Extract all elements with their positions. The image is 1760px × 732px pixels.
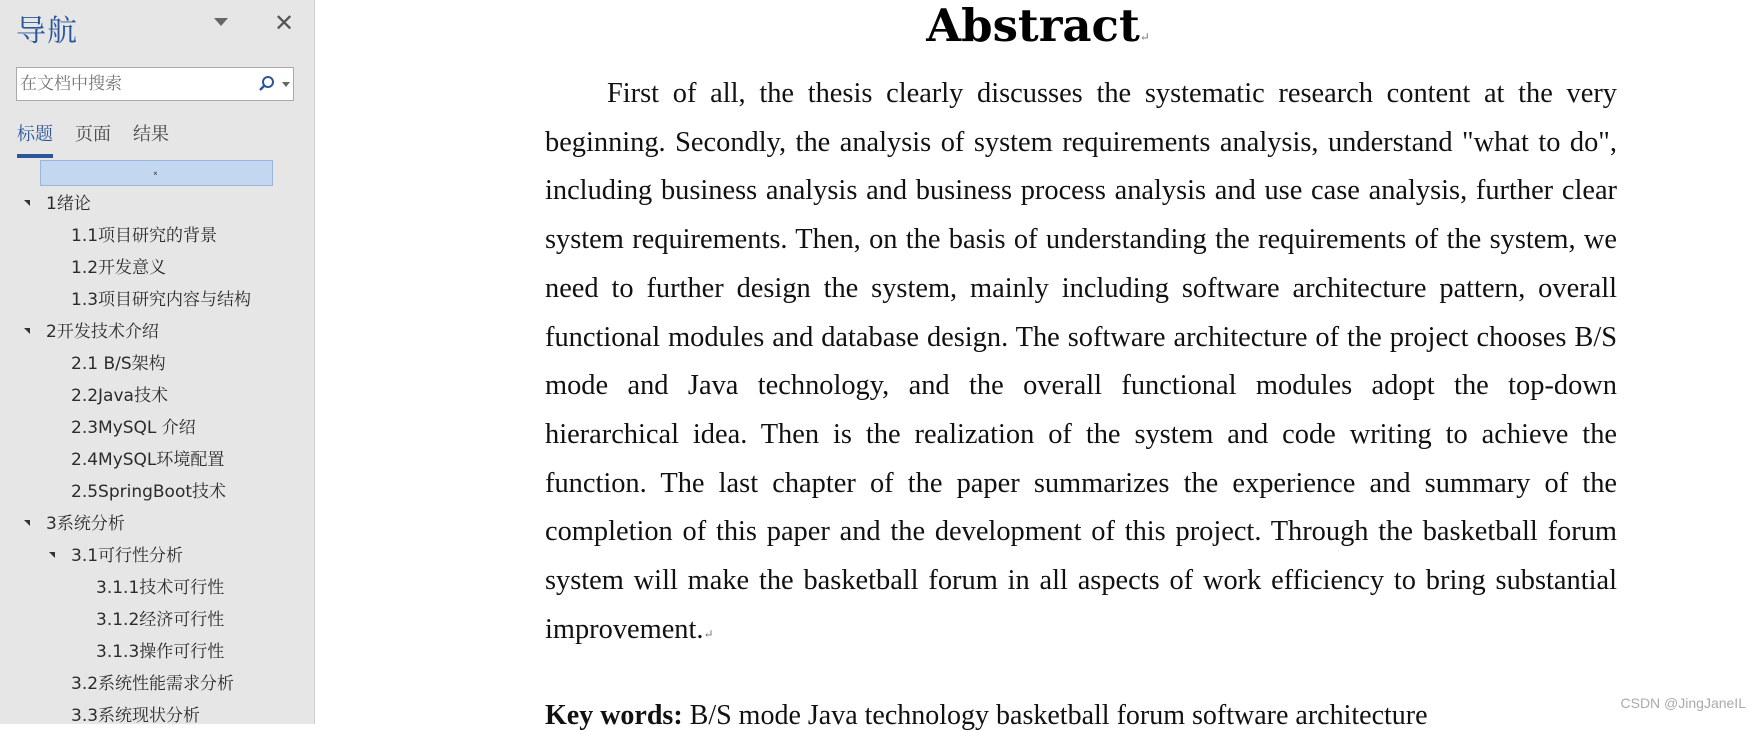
expand-triangle-icon[interactable] [49,552,55,558]
document-page [316,0,1760,731]
heading-item-label: 1绪论 [46,194,91,214]
heading-item-label: 3.1.1技术可行性 [96,578,225,598]
collapse-headings-bar[interactable] [40,160,273,186]
heading-item-label: 2.2Java技术 [71,386,168,406]
heading-tree [0,188,315,732]
heading-item-label: 1.2开发意义 [71,258,167,278]
nav-pane-title: 导航 [16,14,78,49]
paragraph-mark-icon: ↵ [1139,30,1150,44]
abstract-title-text: Abstract [926,0,1140,52]
search-input[interactable] [20,72,250,96]
watermark: CSDN @JingJaneIL [1620,695,1746,711]
expand-triangle-icon[interactable] [24,328,30,334]
keywords-label: Key words: [545,700,683,731]
search-icon[interactable] [255,71,279,97]
heading-item[interactable] [0,252,315,284]
navigation-pane [0,0,315,724]
heading-item-label: 3系统分析 [46,514,125,534]
tab-headings[interactable]: 标题 [17,120,53,158]
search-box[interactable] [16,67,294,101]
heading-item[interactable] [0,540,315,572]
keywords-line [545,700,1645,732]
heading-item-label: 3.2系统性能需求分析 [71,674,235,694]
heading-item[interactable] [0,220,315,252]
heading-item[interactable] [0,444,315,476]
expand-triangle-icon[interactable] [24,200,30,206]
keywords-text: B/S mode Java technology basketball forum software architecture [682,700,1428,731]
heading-item[interactable] [0,412,315,444]
heading-item[interactable] [0,380,315,412]
heading-item[interactable] [0,476,315,508]
heading-item-label: 2.4MySQL环境配置 [71,450,225,470]
search-options-caret-icon[interactable] [282,82,290,87]
close-icon[interactable]: ✕ [274,9,295,37]
heading-item[interactable] [0,188,315,220]
abstract-heading [316,0,1760,52]
heading-item-label: 3.1.2经济可行性 [96,610,225,630]
heading-item[interactable] [0,348,315,380]
tab-results[interactable]: 结果 [133,124,169,145]
abstract-paragraph: First of all, the thesis clearly discusses the systematic research content at the very beginning. Secondly, the analysis of system requirements analysis, understand "what to do", including business analysis and business process analysis and use case analysis, further clear system requirements. Then, on the basis of understanding the requirements of the system, we need to further design the system, mainly including software architecture pattern, overall functional modules and database design. The software architecture of the project chooses B/S mode and Java technology, and the overall functional modules adopt the top-down hierarchical idea. Then is the realization of the system and code writing to achieve the function. The last chapter of the paper summarizes the experience and summary of the completion of this paper and the development of this project. Through the basketball forum system will make the basketball forum in all aspects of work efficiency to bring substantial improvement. [545,78,1617,645]
tab-pages[interactable]: 页面 [75,124,111,145]
heading-item-label: 2.3MySQL 介绍 [71,418,196,438]
heading-item-label: 2.5SpringBoot技术 [71,482,227,502]
heading-item[interactable] [0,636,315,668]
heading-item[interactable] [0,508,315,540]
paragraph-mark-icon: ↵ [703,626,714,641]
nav-tabs [17,120,191,158]
heading-item-label: 3.1.3操作可行性 [96,642,225,662]
heading-item-label: 2开发技术介绍 [46,322,159,342]
heading-item[interactable] [0,572,315,604]
chevron-down-icon[interactable] [214,18,228,26]
collapse-icon: ⌅ [152,168,159,177]
heading-item[interactable] [0,700,315,732]
heading-item-label: 1.1项目研究的背景 [71,226,218,246]
heading-item-label: 3.1可行性分析 [71,546,184,566]
heading-item-label: 2.1 B/S架构 [71,354,166,374]
heading-item-label: 3.3系统现状分析 [71,706,201,726]
heading-item[interactable] [0,604,315,636]
heading-item[interactable] [0,284,315,316]
heading-item-label: 1.3项目研究内容与结构 [71,290,252,310]
heading-item[interactable] [0,668,315,700]
abstract-body [545,70,1617,658]
heading-item[interactable] [0,316,315,348]
expand-triangle-icon[interactable] [24,520,30,526]
